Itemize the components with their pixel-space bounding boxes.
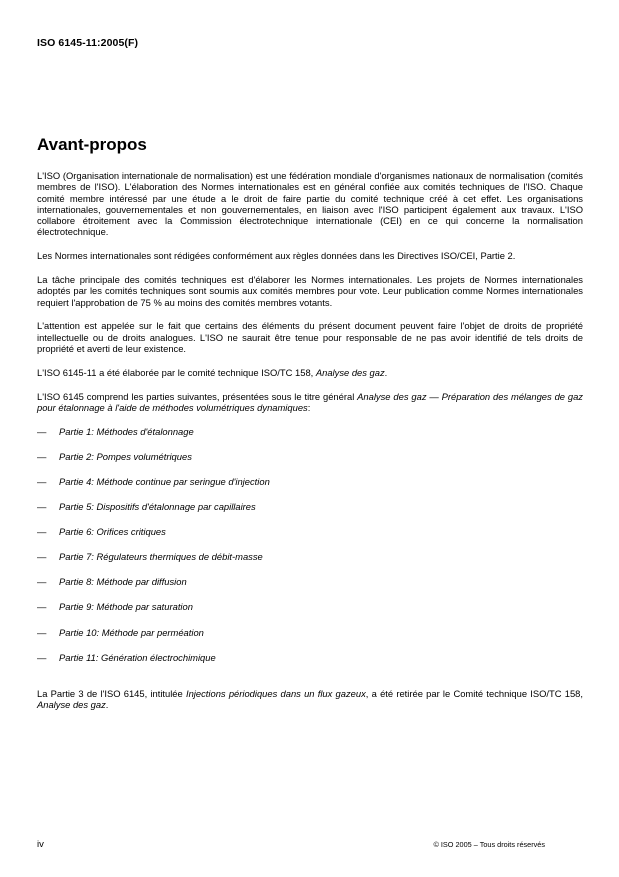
part-label: Partie 5: Dispositifs d'étalonnage par capillaires — [59, 501, 256, 513]
part-label: Partie 10: Méthode par perméation — [59, 626, 204, 638]
part-label: Partie 1: Méthodes d'étalonnage — [59, 425, 194, 437]
list-item — [37, 426, 583, 451]
list-item — [37, 551, 583, 576]
withdrawn-end: . — [105, 698, 109, 710]
general-title: Analyse des gaz — Préparation des mélanges de gaz pour étalonnage à l'aide de méthodes volumétriques dynamiques — [37, 390, 583, 413]
paragraph-directives: Les Normes internationales sont rédigées conformément aux règles données dans les Directives ISO/CEI, Partie 2. — [37, 250, 516, 262]
prepared-by-text: L'ISO 6145-11 a été élaborée par le comité technique ISO/TC 158, — [37, 366, 316, 378]
withdrawn-committee-subject: Analyse des gaz — [37, 698, 106, 710]
list-item — [37, 627, 583, 652]
paragraph-parts-intro — [37, 391, 583, 414]
list-item — [37, 501, 583, 526]
dash-bullet: — — [37, 551, 47, 563]
part-label: Partie 6: Orifices critiques — [59, 526, 166, 538]
dash-bullet: — — [37, 450, 47, 462]
dash-bullet: — — [37, 475, 47, 487]
paragraph-technical-committees: La tâche principale des comités techniques est d'élaborer les Normes internationales. Les projets de Normes internationales adoptés par les comités techniques sont soumis aux comités membres pour vote. Leur publication comme Normes internationales requiert l'approbation de 75 % au moins des comités membres votants. — [37, 274, 583, 308]
parts-intro-text: L'ISO 6145 comprend les parties suivantes, présentées sous le titre général — [37, 390, 358, 402]
parts-intro-end: : — [307, 401, 311, 413]
dash-bullet: — — [37, 651, 47, 663]
part-label: Partie 8: Méthode par diffusion — [59, 576, 187, 588]
committee-subject: Analyse des gaz — [315, 366, 385, 378]
parts-list — [37, 426, 583, 677]
part-label: Partie 7: Régulateurs thermiques de débit-masse — [59, 551, 263, 563]
document-id: ISO 6145-11:2005(F) — [37, 37, 139, 49]
list-item — [37, 526, 583, 551]
paragraph-patent-rights: L'attention est appelée sur le fait que certains des éléments du présent document peuvent faire l'objet de droits de propriété intellectuelle ou de droits analogues. L'ISO ne saurait être tenue pour responsable de ne pas avoir identifié de tels droits de propriété et averti de leur existence. — [37, 320, 583, 355]
paragraph-part3-withdrawn — [37, 688, 583, 711]
copyright-notice: © ISO 2005 – Tous droits réservés — [433, 840, 545, 849]
withdrawn-text: La Partie 3 de l'ISO 6145, intitulée — [37, 687, 186, 699]
paragraph-iso-organisation: L'ISO (Organisation internationale de normalisation) est une fédération mondiale d'organismes nationaux de normalisation (comités membres de l'ISO). L'élaboration des Normes internationales est en général confiée aux comités techniques de l'ISO. Chaque comité membre intéressé par une étude a le droit de faire partie du comité technique créé à cet effet. Les organisations internationales, gouvernementales et non gouvernementales, en liaison avec l'ISO participent également aux travaux. L'ISO collabore étroitement avec la Commission électrotechnique internationale (CEI) en ce qui concerne la normalisation électrotechnique. — [37, 170, 583, 238]
paragraph-prepared-by — [37, 367, 583, 378]
dash-bullet: — — [37, 601, 47, 613]
part-label: Partie 9: Méthode par saturation — [59, 601, 193, 613]
dash-bullet: — — [37, 626, 47, 638]
part-label: Partie 11: Génération électrochimique — [59, 651, 216, 663]
dash-bullet: — — [37, 425, 47, 437]
list-item — [37, 652, 583, 677]
dash-bullet: — — [37, 526, 47, 538]
list-item — [37, 601, 583, 626]
withdrawn-mid: , a été retirée par le Comité technique ISO/TC 158, — [365, 687, 583, 699]
list-item — [37, 576, 583, 601]
dash-bullet: — — [37, 576, 47, 588]
page-title: Avant-propos — [37, 135, 147, 154]
list-item — [37, 476, 583, 501]
withdrawn-part-title: Injections périodiques dans un flux gazeux — [185, 687, 366, 699]
foreword-body — [37, 170, 583, 710]
prepared-by-end: . — [384, 366, 388, 378]
dash-bullet: — — [37, 501, 47, 513]
part-label: Partie 4: Méthode continue par seringue d'injection — [59, 475, 270, 487]
part-label: Partie 2: Pompes volumétriques — [59, 450, 192, 462]
page-number: iv — [37, 839, 44, 850]
list-item — [37, 451, 583, 476]
